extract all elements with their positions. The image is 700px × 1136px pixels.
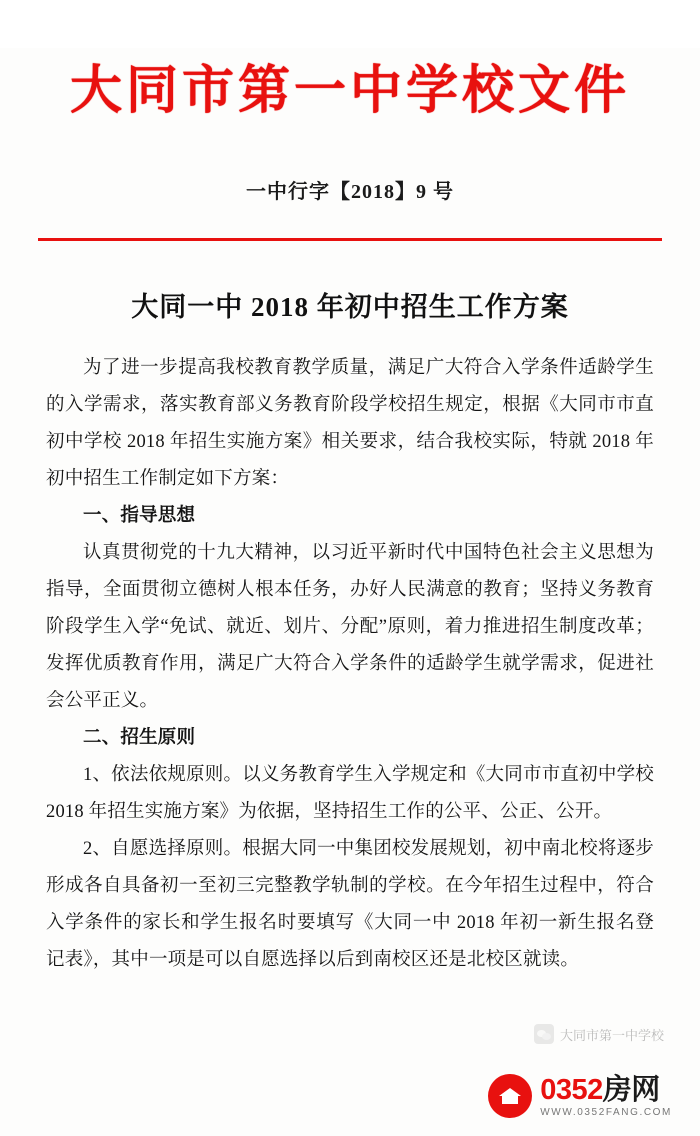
logo-text: [540, 1075, 672, 1105]
body-paragraph: 为了进一步提高我校教育教学质量，满足广大符合入学条件适龄学生的入学需求，落实教育部义务教育阶段学校招生规定，根据《大同市市直初中学校 2018 年招生实施方案》相关要求，结合我校实际，特就 2018 年初中招生工作制定如下方案：: [46, 358, 654, 489]
page-title: 大同市第一中学校文件: [69, 63, 630, 120]
document-body: [46, 350, 654, 979]
section-heading: 一、指导思想: [83, 506, 196, 526]
red-divider: [38, 238, 662, 241]
logo-word: 房网: [602, 1073, 660, 1106]
document-page: [0, 48, 700, 1136]
section-heading: 二、招生原则: [83, 728, 196, 748]
wechat-watermark-label: 大同市第一中学校: [559, 1027, 664, 1043]
body-paragraph: 认真贯彻党的十九大精神，以习近平新时代中国特色社会主义思想为指导，全面贯彻立德树人根本任务，办好人民满意的教育；坚持义务教育阶段学生入学“免试、就近、划片、分配”原则，着力推进招生制度改革；发挥优质教育作用，满足广大符合入学条件的适龄学生就学需求，促进社会公平正义。: [46, 543, 654, 711]
logo-domain: WWW.0352FANG.COM: [540, 1106, 672, 1118]
subject-title: 大同一中 2018 年初中招生工作方案: [131, 292, 569, 322]
logo-number: 0352: [540, 1073, 603, 1106]
document-number: 一中行字【2018】9 号: [246, 181, 454, 203]
body-paragraph: 1、依法依规原则。以义务教育学生入学规定和《大同市市直初中学校 2018 年招生实施方案》为依据，坚持招生工作的公平、公正、公开。: [46, 765, 654, 822]
logo-icon: [488, 1074, 532, 1118]
body-paragraph: 2、自愿选择原则。根据大同一中集团校发展规划，初中南北校将逐步形成各自具备初一至初三完整教学轨制的学校。在今年招生过程中，符合入学条件的家长和学生报名时要填写《大同一中 2018 年初一新生报名登记表》，其中一项是可以自愿选择以后到南校区还是北校区就读。: [46, 839, 654, 970]
wechat-watermark: [534, 1024, 664, 1044]
wechat-icon: [534, 1024, 554, 1044]
site-logo: [488, 1074, 672, 1118]
